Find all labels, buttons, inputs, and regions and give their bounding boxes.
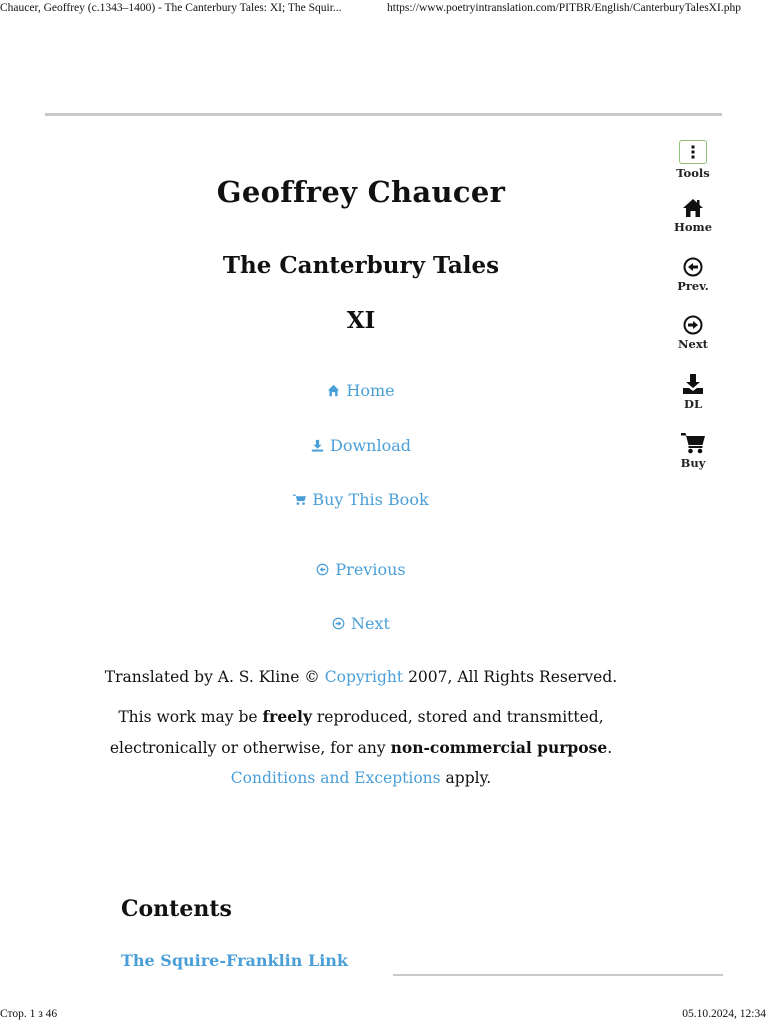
license-line-2-c: . bbox=[607, 739, 613, 757]
toolbar-next-button[interactable] bbox=[664, 315, 722, 351]
download-link-label: Download bbox=[330, 436, 411, 455]
nav-download-row bbox=[0, 436, 722, 456]
nav-home-row bbox=[0, 381, 722, 401]
license-line-2-a: electronically or otherwise, for any bbox=[109, 739, 386, 757]
next-link[interactable] bbox=[332, 614, 390, 633]
contents-heading: Contents bbox=[121, 896, 232, 922]
cart-icon bbox=[681, 432, 705, 454]
home-icon bbox=[327, 384, 340, 397]
previous-link-label: Previous bbox=[335, 560, 406, 579]
home-link-label: Home bbox=[346, 381, 395, 400]
part-heading: XI bbox=[346, 307, 376, 334]
print-footer bbox=[0, 1008, 768, 1022]
nav-next-row bbox=[0, 614, 722, 634]
toolbar-download-button[interactable] bbox=[664, 373, 722, 411]
arrow-right-circle-icon bbox=[332, 617, 345, 630]
print-datetime: 05.10.2024, 12:34 bbox=[682, 1008, 766, 1020]
toolbar-home-button[interactable] bbox=[664, 198, 722, 234]
license-line-1-a: This work may be bbox=[118, 708, 258, 726]
next-link-label: Next bbox=[351, 614, 390, 633]
home-icon bbox=[682, 198, 704, 218]
cart-icon bbox=[293, 493, 306, 506]
arrow-left-circle-icon bbox=[683, 257, 703, 277]
toolbar-buy-button[interactable] bbox=[664, 432, 722, 470]
toolbar-prev-button[interactable] bbox=[664, 257, 722, 293]
download-icon bbox=[682, 373, 704, 395]
top-divider bbox=[45, 113, 722, 116]
buy-book-link-label: Buy This Book bbox=[312, 490, 429, 509]
print-page-title: Chaucer, Geoffrey (c.1343–1400) - The Canterbury Tales: XI; The Squir... bbox=[0, 2, 342, 14]
buy-book-link[interactable] bbox=[293, 490, 428, 509]
translated-suffix: 2007, All Rights Reserved. bbox=[408, 668, 618, 686]
license-line-3-suffix: apply. bbox=[445, 769, 492, 787]
toolbar-download-label: DL bbox=[683, 397, 703, 411]
toolbar-tools-button[interactable] bbox=[664, 140, 722, 180]
contents-item-squire-franklin-link[interactable]: The Squire-Franklin Link bbox=[121, 951, 348, 970]
print-page-url: https://www.poetryintranslation.com/PITBR/English/CanterburyTalesXI.php bbox=[387, 2, 741, 14]
download-link[interactable] bbox=[311, 436, 411, 455]
toolbar-home-label: Home bbox=[673, 220, 713, 234]
toolbar-prev-label: Prev. bbox=[677, 279, 709, 293]
toolbar-next-label: Next bbox=[678, 337, 708, 351]
toolbar-tools-label: Tools bbox=[676, 166, 710, 180]
previous-link[interactable] bbox=[316, 560, 405, 579]
work-heading: The Canterbury Tales bbox=[222, 252, 500, 279]
toolbar-buy-label: Buy bbox=[680, 456, 706, 470]
arrow-right-circle-icon bbox=[683, 315, 703, 335]
home-link[interactable] bbox=[327, 381, 394, 400]
arrow-left-circle-icon bbox=[316, 563, 329, 576]
tools-box bbox=[679, 140, 707, 164]
conditions-link[interactable]: Conditions and Exceptions bbox=[230, 769, 441, 787]
license-non-commercial: non-commercial purpose bbox=[390, 738, 608, 757]
author-heading: Geoffrey Chaucer bbox=[216, 175, 506, 209]
license-line-1-c: reproduced, stored and transmitted, bbox=[316, 708, 604, 726]
translator-credit bbox=[0, 668, 722, 686]
print-page-number: Стор. 1 з 46 bbox=[0, 1008, 58, 1020]
license-line-2 bbox=[0, 738, 722, 757]
license-freely: freely bbox=[262, 707, 312, 726]
copyright-link[interactable]: Copyright bbox=[324, 668, 404, 686]
license-line-3 bbox=[0, 769, 722, 787]
translated-prefix: Translated by A. S. Kline © bbox=[104, 668, 320, 686]
vertical-ellipsis-icon bbox=[690, 145, 696, 159]
print-header bbox=[0, 2, 768, 16]
nav-previous-row bbox=[0, 560, 722, 580]
download-icon bbox=[311, 439, 324, 452]
nav-buy-row bbox=[0, 490, 722, 510]
section-divider bbox=[393, 974, 723, 976]
license-line-1 bbox=[0, 707, 722, 726]
